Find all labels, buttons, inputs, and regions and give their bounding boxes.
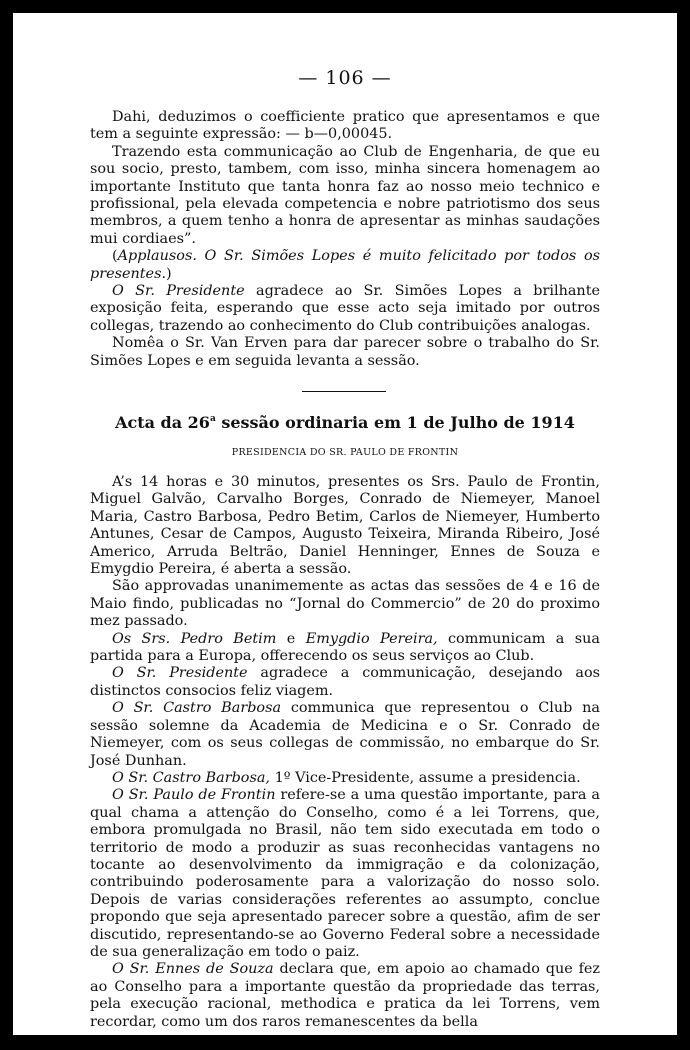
heading-ordinal-sup: a: [209, 414, 216, 424]
section-subheading: PRESIDENCIA DO SR. PAULO DE FRONTIN: [231, 447, 459, 458]
paragraph: O Sr. Paulo de Frontin refere-se a uma questão importante, para a qual chama a attenção do Conselho, como é a lei Torrens, que, embora promulgada no Brasil, não tem sido executada em todo o territorio de modo a produzir as suas reconhecidas vantagens no tocante ao desenvolvimento da immigração e da colonização, contribuindo poderosamente para a valorização do nosso solo. Depois de varias considerações referentes ao assumpto, conclue propondo que seja apresentado parecer sobre a questão, afim de ser discutido, representando-se ao Governo Federal sobre a necessidade de sua generalização em todo o paiz.: [90, 787, 600, 960]
top-text-block: [90, 109, 600, 370]
heading-text-start: Acta da 26: [115, 413, 210, 432]
paragraph: A’s 14 horas e 30 minutos, presentes os Srs. Paulo de Frontin, Miguel Galvão, Carvalho Borges, Conrado de Niemeyer, Manoel Maria, Castro Barbosa, Pedro Betim, Carlos de Niemeyer, Humberto Antunes, Cesar de Campos, Augusto Teixeira, Miranda Ribeiro, José Americo, Arruda Beltrão, Daniel Henninger, Ennes de Souza e Emygdio Pereira, é aberta a sessão.: [90, 474, 600, 578]
bottom-text-block: [90, 474, 600, 1031]
paragraph: O Sr. Castro Barbosa communica que representou o Club na sessão solemne da Academia de Medicina e o Sr. Conrado de Niemeyer, com os seus collegas de commissão, no embarque do Sr. José Dunhan.: [90, 700, 600, 769]
paragraph: Dahi, deduzimos o coefficiente pratico que apresentamos e que tem a seguinte expressão: — b—0,00045.: [90, 109, 600, 143]
paragraph: São approvadas unanimemente as actas das sessões de 4 e 16 de Maio findo, publicadas no “Jornal do Commercio” de 20 do proximo mez passado.: [90, 578, 600, 630]
paragraph: O Sr. Presidente agradece ao Sr. Simões Lopes a brilhante exposição feita, esperando que esse acto seja imitado por outros collegas, trazendo ao conhecimento do Club contribuições analogas.: [90, 283, 600, 334]
paragraph: O Sr. Ennes de Souza declara que, em apoio ao chamado que fez ao Conselho para a importante questão da propriedade das terras, pela execução racional, methodica e pratica da lei Torrens, vem recordar, como um dos raros remanescentes da bella: [90, 961, 601, 1030]
paragraph: Nomêa o Sr. Van Erven para dar parecer sobre o trabalho do Sr. Simões Lopes e em seguida levanta a sessão.: [90, 335, 600, 369]
page-number: — 106 —: [298, 67, 392, 89]
paragraph: Os Srs. Pedro Betim e Emygdio Pereira, communicam a sua partida para a Europa, offerecendo os seus serviços ao Club.: [90, 630, 600, 665]
section-heading: [13, 413, 677, 432]
paragraph: O Sr. Presidente agradece a communicação, desejando aos distinctos consocios feliz viagem.: [90, 665, 600, 699]
section-divider: [302, 391, 386, 392]
paragraph: Trazendo esta communicação ao Club de Engenharia, de que eu sou socio, presto, tambem, com isso, minha sincera homenagem ao importante Instituto que tanta honra faz ao nosso meio technico e profissional, pela elevada competencia e nobre patriotismo dos seus membros, a quem tenho a honra de apresentar as minhas saudações mui cordiaes”.: [90, 143, 600, 247]
heading-text-end: sessão ordinaria em 1 de Julho de 1914: [215, 413, 575, 432]
document-page: [13, 13, 677, 1035]
paragraph: (Applausos. O Sr. Simões Lopes é muito felicitado por todos os presentes.): [90, 248, 600, 282]
paragraph: O Sr. Castro Barbosa, 1º Vice-Presidente, assume a presidencia.: [112, 769, 581, 786]
